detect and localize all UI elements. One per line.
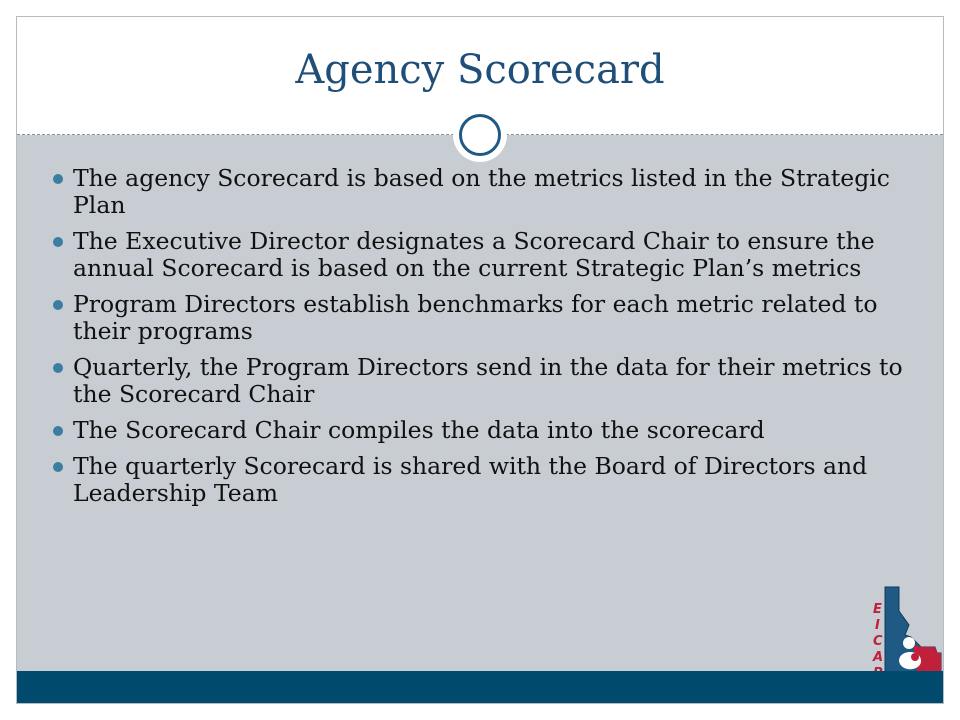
- bullet-item: [51, 417, 931, 444]
- bullet-dot-icon: [53, 237, 63, 247]
- bullet-dot-icon: [53, 462, 63, 472]
- bullet-text: The Scorecard Chair compiles the data into the scorecard: [73, 416, 765, 444]
- ring-icon: [459, 114, 501, 156]
- bullet-dot-icon: [53, 300, 63, 310]
- bullet-dot-icon: [53, 363, 63, 373]
- bullet-item: [51, 165, 931, 219]
- figure-head-icon: [903, 637, 915, 649]
- bullet-text: Program Directors establish benchmarks for each metric related to their programs: [73, 290, 878, 345]
- bullet-item: [51, 291, 931, 345]
- bullet-text: The quarterly Scorecard is shared with the Board of Directors and Leadership Team: [73, 452, 868, 507]
- logo-letter-e: E: [873, 602, 882, 617]
- bullet-dot-icon: [53, 174, 63, 184]
- bullet-item: [51, 228, 931, 282]
- logo-letter-c: C: [873, 634, 883, 649]
- bullet-list: [51, 165, 931, 516]
- logo-letter-i: I: [875, 618, 880, 633]
- logo-letter-a: A: [873, 650, 884, 665]
- slide-title: Agency Scorecard: [295, 47, 665, 93]
- eicap-logo: [865, 585, 944, 681]
- figure-small-icon: [911, 653, 919, 661]
- circle-ornament-icon: [453, 108, 507, 162]
- footer-band: [17, 671, 943, 704]
- bullet-item: [51, 453, 931, 507]
- bullet-item: [51, 354, 931, 408]
- bullet-dot-icon: [53, 426, 63, 436]
- bullet-text: Quarterly, the Program Directors send in the data for their metrics to the Scorecard Chair: [73, 353, 903, 408]
- slide: [16, 16, 944, 704]
- bullet-text: The agency Scorecard is based on the metrics listed in the Strategic Plan: [73, 164, 890, 219]
- bullet-text: The Executive Director designates a Scorecard Chair to ensure the annual Scorecard is based on the current Strategic Plan’s metrics: [73, 227, 875, 282]
